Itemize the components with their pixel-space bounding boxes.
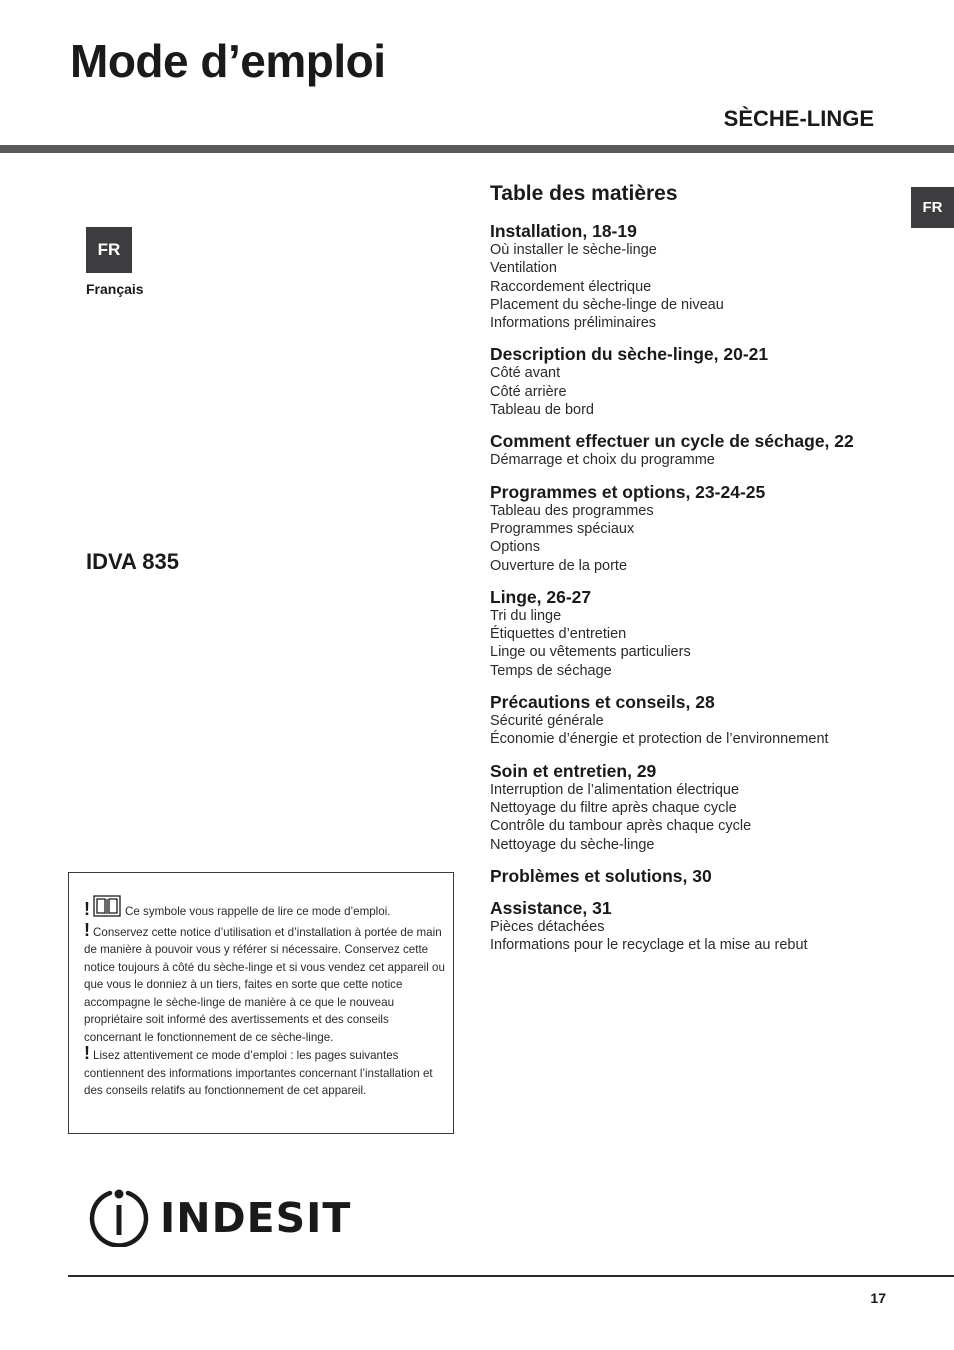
toc-section-heading: Assistance, 31 <box>490 897 612 918</box>
toc-section-heading: Programmes et options, 23-24-25 <box>490 481 766 502</box>
toc-section <box>490 587 910 680</box>
toc-section <box>490 692 910 749</box>
notice-symbol-text: Ce symbole vous rappelle de lire ce mode d’emploi. <box>125 905 391 918</box>
toc-section <box>490 482 910 575</box>
table-of-contents <box>490 181 910 966</box>
toc-section-heading: Comment effectuer un cycle de séchage, 22 <box>490 431 854 452</box>
toc-item: Interruption de l’alimentation électrique <box>490 781 740 798</box>
toc-item: Économie d’énergie et protection de l’environnement <box>490 731 829 748</box>
toc-section-heading: Soin et entretien, 29 <box>490 760 657 781</box>
toc-item: Tri du linge <box>490 607 562 624</box>
toc-item: Démarrage et choix du programme <box>490 452 715 469</box>
toc-item: Côté avant <box>490 365 561 382</box>
toc-section <box>490 866 910 886</box>
toc-item: Nettoyage du sèche-linge <box>490 836 655 853</box>
toc-item: Côté arrière <box>490 383 567 400</box>
toc-section <box>490 344 910 419</box>
toc-item: Linge ou vêtements particuliers <box>490 644 691 661</box>
notice-paragraph-1-text: Conservez cette notice d’utilisation et d’installation à portée de main de manière à pouvoir vous y référer si nécessaire. Conservez cette notice toujours à côté du sèche-linge et si vous vendez cet appareil ou que vous le donniez à un tiers, faites en sorte que cette notice accompagne le sèche-linge de manière à ce que le nouveau propriétaire soit informé des avertissements et des conseils concernant le fonctionnement de ce sèche-linge. <box>84 925 445 1044</box>
toc-item: Étiquettes d’entretien <box>490 626 627 643</box>
toc-item: Ouverture de la porte <box>490 557 628 574</box>
language-name: Français <box>86 281 144 297</box>
notice-paragraph-2-text: Lisez attentivement ce mode d’emploi : les pages suivantes contiennent des informations importantes concernant l’installation et des conseils relatifs au fonctionnement de cet appareil. <box>84 1049 433 1097</box>
page-number: 17 <box>870 1290 886 1306</box>
book-icon <box>93 895 121 923</box>
language-badge: FR <box>86 227 132 273</box>
model-number: IDVA 835 <box>86 549 179 574</box>
brand-name: INDESIT <box>160 1194 352 1242</box>
toc-section-heading: Installation, 18-19 <box>490 221 637 241</box>
toc-item: Pièces détachées <box>490 918 605 935</box>
toc-item: Temps de séchage <box>490 662 612 679</box>
toc-item: Raccordement électrique <box>490 278 652 295</box>
footer-rule <box>68 1275 954 1277</box>
toc-item: Tableau de bord <box>490 402 594 419</box>
toc-section <box>490 221 910 332</box>
toc-title: Table des matières <box>490 182 678 205</box>
toc-item: Informations pour le recyclage et la mise au rebut <box>490 937 808 954</box>
page-title: Mode d’emploi <box>70 35 386 87</box>
toc-item: Nettoyage du filtre après chaque cycle <box>490 799 737 816</box>
toc-item: Options <box>490 539 540 556</box>
toc-section-heading: Précautions et conseils, 28 <box>490 692 715 713</box>
warning-exclamation-icon: ! <box>84 899 90 919</box>
toc-item: Informations préliminaires <box>490 315 657 332</box>
toc-item: Tableau des programmes <box>490 502 654 519</box>
toc-section-heading: Linge, 26-27 <box>490 586 592 607</box>
notice-box <box>68 872 454 1134</box>
header-rule <box>0 145 954 153</box>
toc-section-heading: Description du sèche-linge, 20-21 <box>490 344 769 365</box>
brand-logo <box>88 1186 351 1250</box>
toc-item: Placement du sèche-linge de niveau <box>490 296 724 313</box>
toc-item: Sécurité générale <box>490 713 604 730</box>
toc-item: Où installer le sèche-linge <box>490 242 657 258</box>
notice-paragraph-1 <box>84 919 447 1047</box>
toc-sections <box>490 221 910 954</box>
toc-section-heading: Problèmes et solutions, 30 <box>490 865 712 886</box>
toc-section <box>490 898 910 955</box>
toc-item: Contrôle du tambour après chaque cycle <box>490 818 752 835</box>
warning-exclamation-icon: ! <box>84 919 90 940</box>
product-type: SÈCHE-LINGE <box>723 106 874 131</box>
notice-paragraph-2 <box>84 1043 447 1100</box>
toc-item: Programmes spéciaux <box>490 520 635 537</box>
warning-exclamation-icon: ! <box>84 1043 90 1063</box>
notice-line-symbol <box>84 895 447 923</box>
toc-section <box>490 431 910 469</box>
toc-section <box>490 761 910 854</box>
language-side-tab: FR <box>911 187 954 228</box>
indesit-logo-icon <box>88 1185 150 1252</box>
toc-item: Ventilation <box>490 260 557 277</box>
